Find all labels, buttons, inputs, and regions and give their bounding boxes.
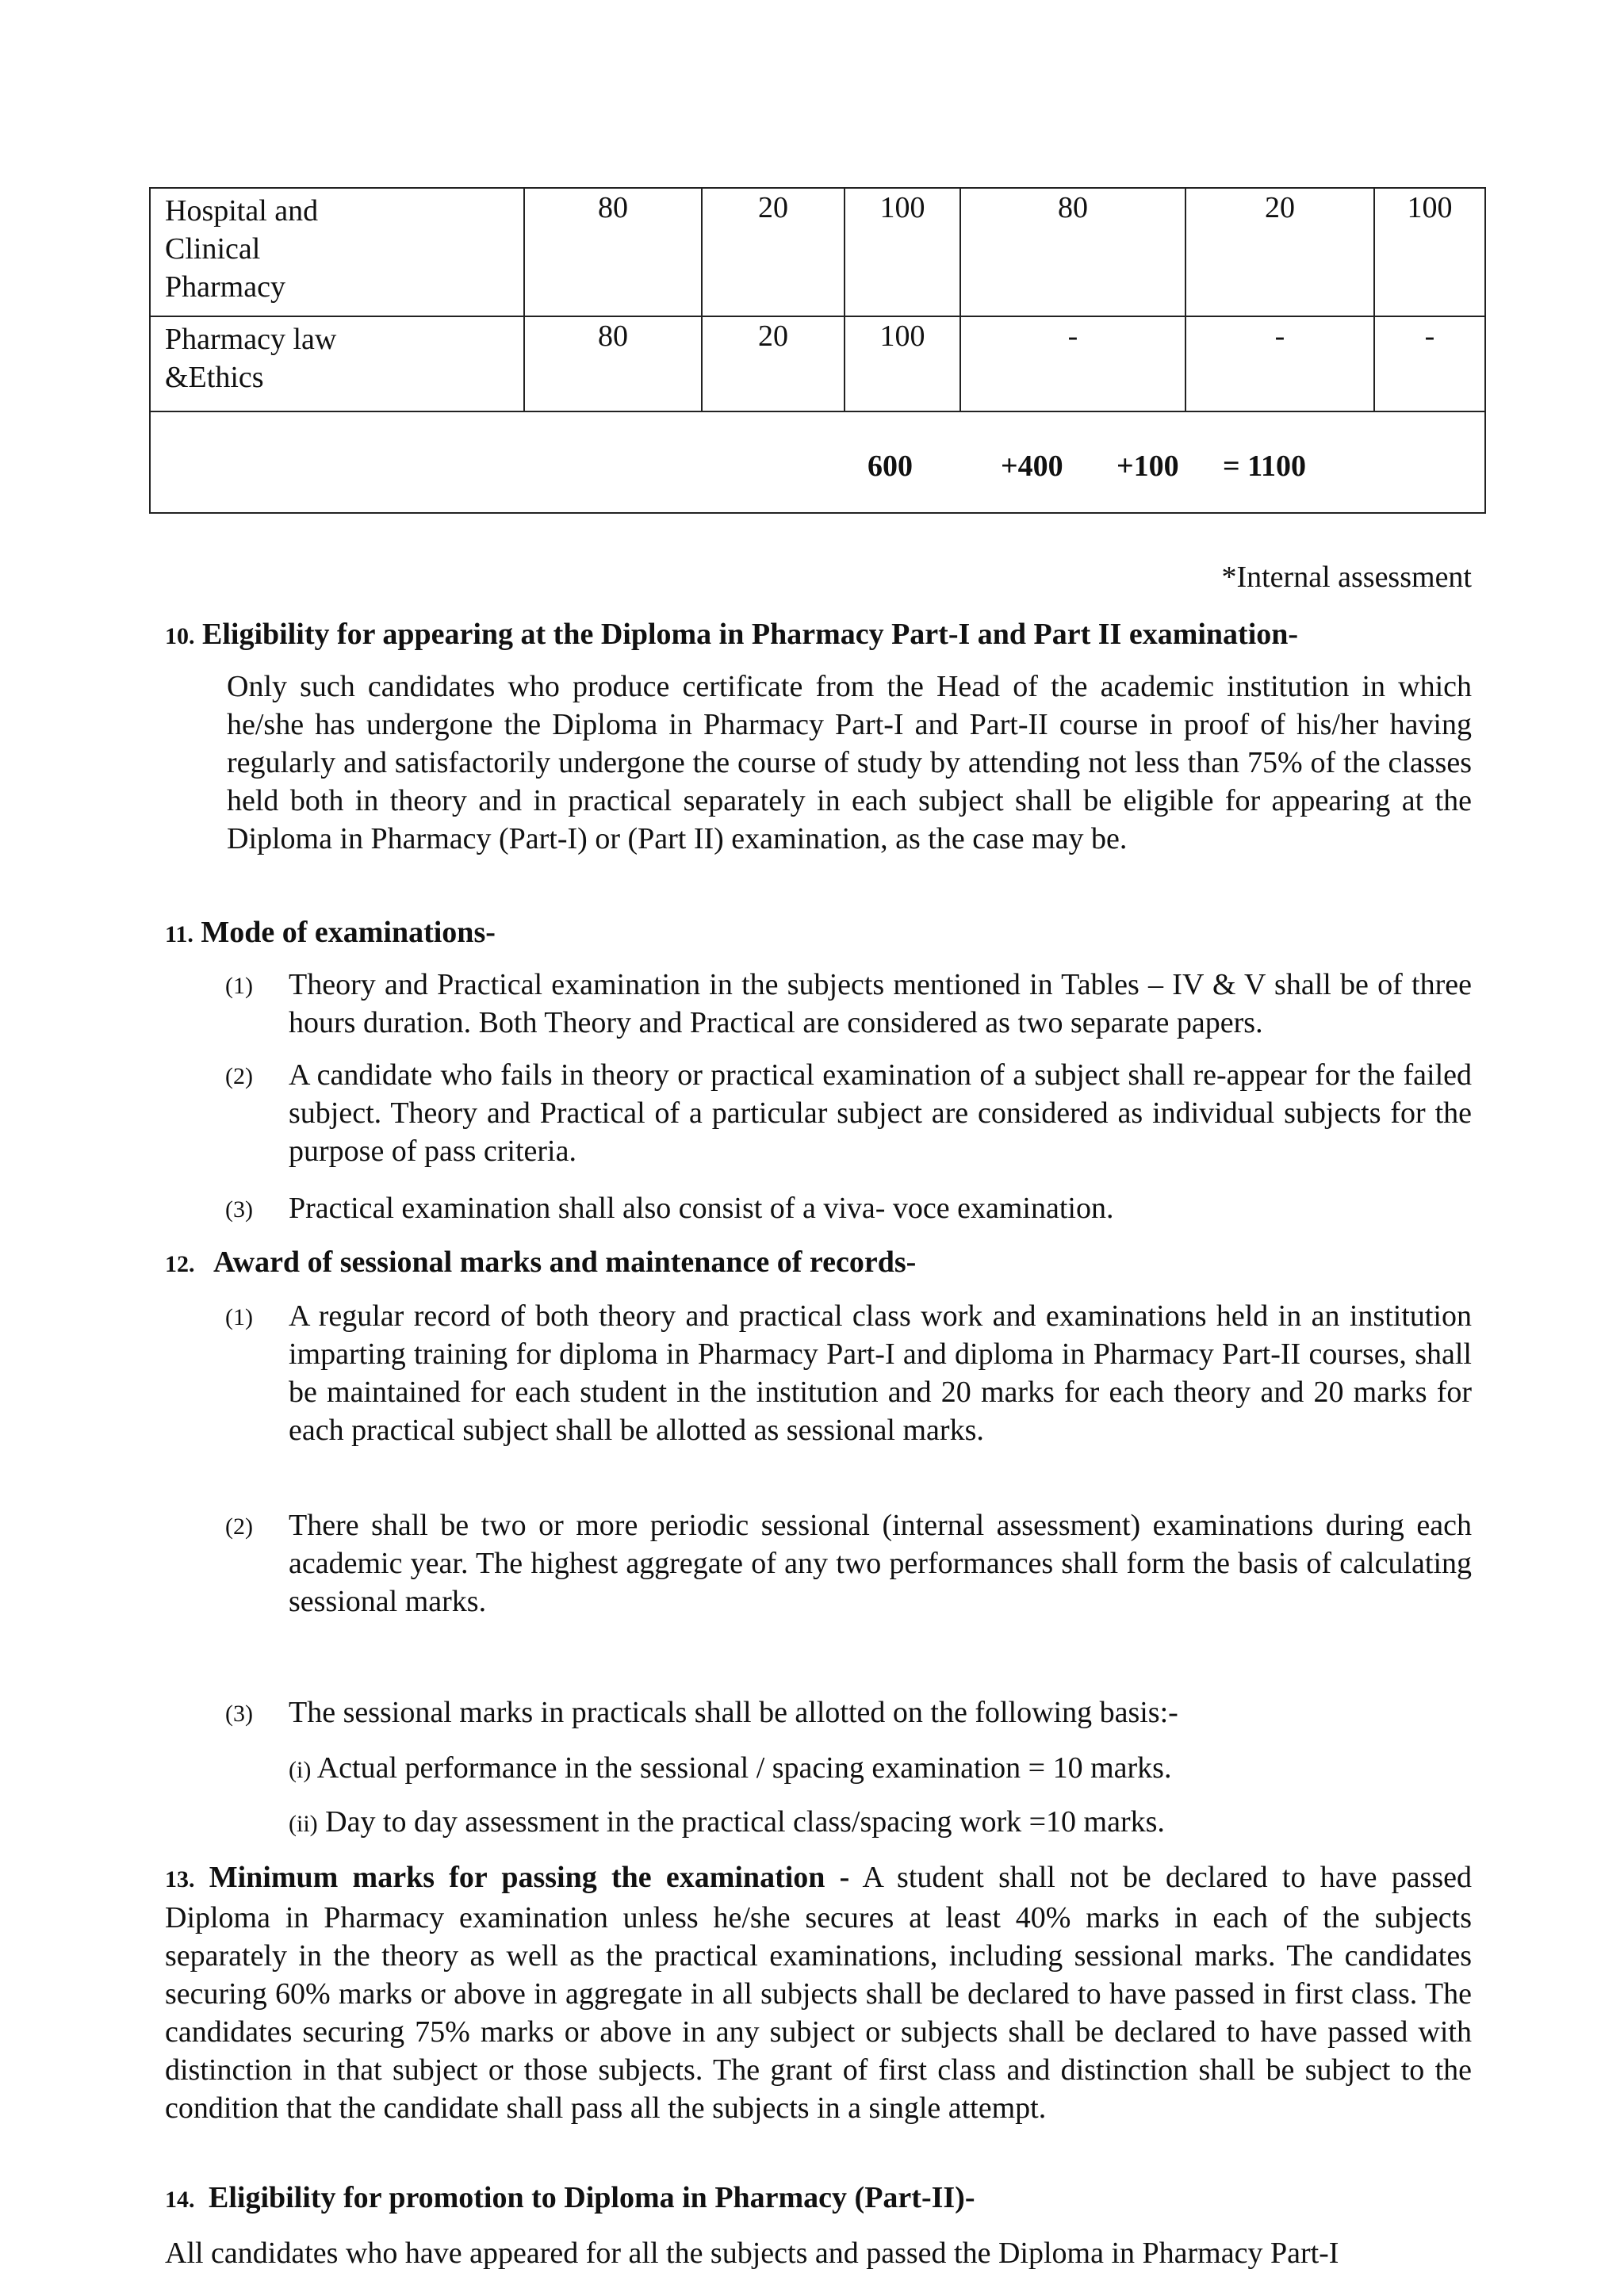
value-cell: 100 bbox=[845, 316, 960, 411]
item-number: (1) bbox=[225, 1304, 253, 1330]
list-item: A candidate who fails in theory or practical examination of a subject shall re-appear for the failed subject. Theory and Practical of a particular subject are considered as individual subjects for the purpose of pass criteria. bbox=[289, 1058, 1472, 1168]
value-cell: 100 bbox=[1374, 188, 1485, 316]
section-number: 12. bbox=[165, 1251, 195, 1277]
table-row bbox=[150, 316, 1485, 411]
section-title: Minimum marks for passing the examination - bbox=[209, 1861, 850, 1894]
section-number: 14. bbox=[165, 2187, 195, 2213]
section-number: 11. bbox=[165, 921, 193, 947]
list-item: There shall be two or more periodic sessional (internal assessment) examinations during each academic year. The highest aggregate of any two performances shall form the basis of calculating sessional marks. bbox=[289, 1509, 1472, 1618]
value-cell: 80 bbox=[524, 316, 702, 411]
subject-line: Clinical bbox=[165, 232, 261, 266]
section-title: Mode of examinations- bbox=[201, 916, 496, 949]
sub-item bbox=[289, 1803, 1165, 1843]
value-cell: 80 bbox=[524, 188, 702, 316]
list-item: Practical examination shall also consist of a viva- voce examination. bbox=[289, 1192, 1114, 1225]
total-additional: +100 bbox=[1116, 450, 1179, 483]
list-item: A regular record of both theory and practical class work and examinations held in an institution imparting training for diploma in Pharmacy Part-I and diploma in Pharmacy Part-II courses, shall be maintained for each student in the institution and 20 marks for each theory and 20 marks for each practical subject shall be allotted as sessional marks. bbox=[289, 1299, 1472, 1447]
value-cell: 20 bbox=[702, 316, 845, 411]
section-10-body: Only such candidates who produce certificate from the Head of the academic institution in which he/she has undergone the Diploma in Pharmacy Part-I and Part-II course in proof of his/her having regularly and satisfactorily undergone the course of study by attending not less than 75% of the classes held both in theory and in practical separately in each subject shall be eligible for appearing at the Diploma in Pharmacy (Part-I) or (Part II) examination, as the case may be. bbox=[227, 670, 1472, 855]
sub-item-number: (i) bbox=[289, 1757, 312, 1783]
item-number: (2) bbox=[225, 1513, 253, 1540]
subject-line: Pharmacy law bbox=[165, 323, 337, 356]
value-cell: - bbox=[1185, 316, 1374, 411]
subject-line: &Ethics bbox=[165, 361, 264, 394]
value-cell: - bbox=[960, 316, 1185, 411]
grand-total: = 1100 bbox=[1223, 450, 1307, 483]
item-number: (2) bbox=[225, 1063, 253, 1089]
section-10-heading bbox=[165, 615, 1298, 656]
subject-cell bbox=[150, 188, 524, 316]
total-theory: 600 bbox=[868, 450, 913, 483]
section-title: Award of sessional marks and maintenance of records- bbox=[213, 1246, 917, 1279]
item-number: (3) bbox=[225, 1196, 253, 1223]
section-14-heading bbox=[165, 2179, 975, 2219]
table-row bbox=[150, 188, 1485, 316]
section-12-heading bbox=[165, 1243, 916, 1284]
section-14-body: All candidates who have appeared for all the subjects and passed the Diploma in Pharmacy Part-I bbox=[165, 2237, 1339, 2270]
section-number: 13. bbox=[165, 1866, 195, 1892]
section-title: Eligibility for appearing at the Diploma in Pharmacy Part-I and Part II examination- bbox=[202, 618, 1299, 651]
list-item: The sessional marks in practicals shall be allotted on the following basis:- bbox=[289, 1696, 1178, 1729]
value-cell: 20 bbox=[702, 188, 845, 316]
item-number: (3) bbox=[225, 1701, 253, 1727]
value-cell: 80 bbox=[960, 188, 1185, 316]
subject-line: Pharmacy bbox=[165, 270, 285, 304]
section-11-heading bbox=[165, 913, 496, 954]
sub-item-number: (ii) bbox=[289, 1811, 318, 1837]
subject-line: Hospital and bbox=[165, 194, 319, 228]
list-item: Theory and Practical examination in the subjects mentioned in Tables – IV & V shall be of three hours duration. Both Theory and Practical are considered as two separate papers. bbox=[289, 968, 1472, 1039]
section-title: Eligibility for promotion to Diploma in Pharmacy (Part-II)- bbox=[209, 2181, 975, 2214]
subject-cell bbox=[150, 316, 524, 411]
value-cell: - bbox=[1374, 316, 1485, 411]
section-body: A student shall not be declared to have passed Diploma in Pharmacy examination unless he/she secures at least 40% marks in each of the subjects separately in the theory as well as the practical examinations, including sessional marks. The candidates securing 60% marks or above in aggregate in all subjects shall be declared to have passed in first class. The candidates securing 75% marks or above in any subject or subjects shall be declared to have passed with distinction in that subject or those subjects. The grant of first class and distinction shall be subject to the condition that the candidate shall pass all the subjects in a single attempt. bbox=[165, 1861, 1472, 2125]
internal-assessment-note: *Internal assessment bbox=[1221, 561, 1472, 594]
sub-item bbox=[289, 1749, 1171, 1789]
section-13-paragraph bbox=[165, 1858, 1472, 2127]
section-number: 10. bbox=[165, 623, 195, 649]
item-number: (1) bbox=[225, 973, 253, 999]
sub-item-text: Day to day assessment in the practical class/spacing work =10 marks. bbox=[325, 1805, 1165, 1839]
value-cell: 100 bbox=[845, 188, 960, 316]
sub-item-text: Actual performance in the sessional / spacing examination = 10 marks. bbox=[316, 1751, 1172, 1785]
total-practical: +400 bbox=[1001, 450, 1063, 483]
value-cell: 20 bbox=[1185, 188, 1374, 316]
